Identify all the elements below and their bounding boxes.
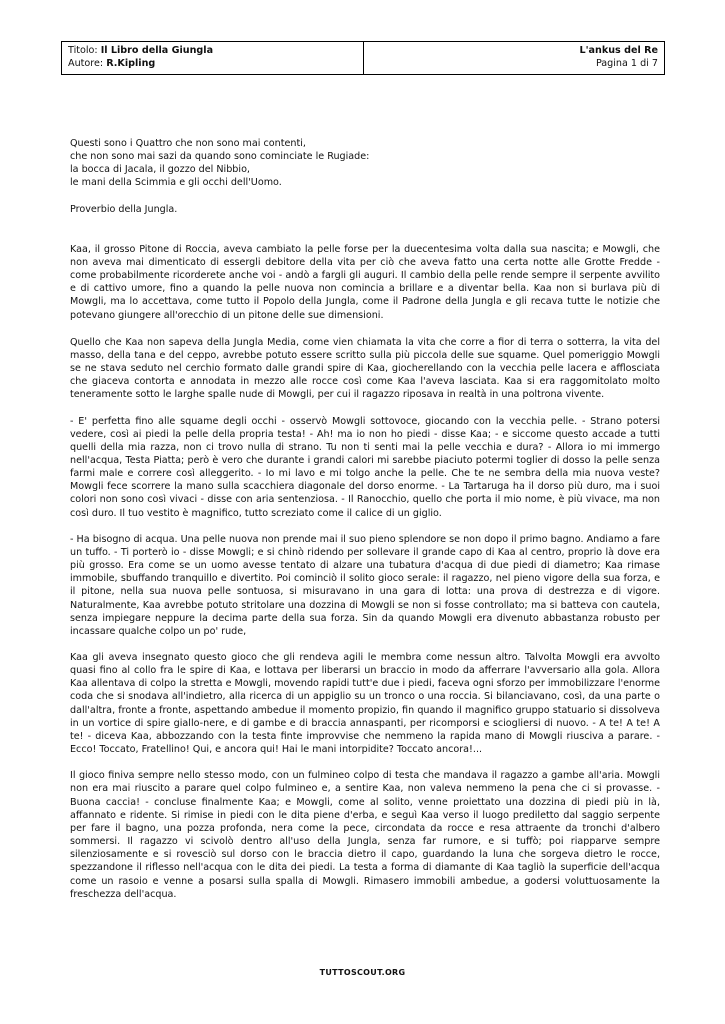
paragraph: - E' perfetta fino alle squame degli occhi - osservò Mowgli sottovoce, giocando con la vecchia pelle. - Strano potersi vedere, così ai piedi la pelle della propria testa! - Ah! ma io non ho piedi - disse Kaa; - e siccome questo accade a tutti quelli della mia razza, non ci trovo nulla di strano. Tu non ti senti mai la pelle vecchia e dura? - Allora io mi immergo nell'acqua, Testa Piatta; però è vero che durante i grandi calori mi sarebbe piaciuto potermi toglier di dosso la pelle senza farmi male e correre così alleggerito. - Io mi lavo e mi tolgo anche la pelle. Che te ne sembra della mia nuova veste? Mowgli fece scorrere la mano sulla scacchiera diagonale del dorso enorme. - La Tartaruga ha il dorso più duro, ma i suoi colori non sono così vivaci - disse con aria sentenziosa. - Il Ranocchio, quello che porta il mio nome, è più vivace, ma non così duro. Il tuo vestito è magnifico, tutto screziato come il calice di un giglio.: [70, 415, 660, 519]
author-label: Autore:: [68, 58, 104, 69]
paragraph: Quello che Kaa non sapeva della Jungla Media, come vien chiamata la vita che corre a fior di terra o sotterra, la vita del masso, della tana e del ceppo, avrebbe potuto essere scritto sulla più piccola delle sue squame. Quel pomeriggio Mowgli se ne stava seduto nel cerchio formato dalle grandi spire di Kaa, giocherellando con la vecchia pelle lacera e afflosciata che giaceva contorta e annodata in mezzo alle rocce così come Kaa l'aveva lasciata. Kaa si era raggomitolato molto teneramente sotto le larghe spalle nude di Mowgli, per cui il ragazzo riposava in realtà in una poltrona vivente.: [70, 336, 660, 401]
epigraph: [70, 137, 660, 190]
epigraph-line: la bocca di Jacala, il gozzo del Nibbio,: [70, 164, 250, 176]
epigraph-line: che non sono mai sazi da quando sono cominciate le Rugiade:: [70, 151, 370, 163]
document-body: [70, 137, 660, 901]
paragraph: Il gioco finiva sempre nello stesso modo, con un fulmineo colpo di testa che mandava il ragazzo a gambe all'aria. Mowgli non era mai riuscito a parare quel colpo fulmineo e, a sentire Kaa, non valeva nemmeno la pena che ci si provasse. - Buona caccia! - concluse finalmente Kaa; e Mowgli, come al solito, venne proiettato una dozzina di piedi più in là, affannato e ridente. Si rimise in piedi con le dita piene d'erba, e seguì Kaa verso il luogo prediletto dal saggio serpente per fare il bagno, una pozza profonda, nera come la pece, circondata da rocce e resa attraente da tronchi d'albero sommersi. Il ragazzo vi scivolò dentro all'uso della Jungla, senza far rumore, e si tuffò; poi riapparve sempre silenziosamente e si rovesciò sul dorso con le braccia dietro il capo, guardando la luna che sorgeva dietro le rocce, spezzandone il riflesso nell'acqua con le dita dei piedi. La testa a forma di diamante di Kaa tagliò la superficie dell'acqua come un rasoio e venne a posarsi sulla spalla di Mowgli. Rimasero immobili ambedue, a godersi voluttuosamente la freschezza dell'acqua.: [70, 770, 660, 900]
document-header: [61, 41, 665, 75]
chapter-title: L'ankus del Re: [579, 45, 658, 56]
epigraph-source: Proverbio della Jungla.: [70, 203, 178, 215]
epigraph-line: Questi sono i Quattro che non sono mai contenti,: [70, 138, 306, 149]
page-number: Pagina 1 di 7: [595, 58, 658, 69]
paragraph: Kaa, il grosso Pitone di Roccia, aveva cambiato la pelle forse per la duecentesima volta dalla sua nascita; e Mowgli, che non aveva mai dimenticato di essergli debitore della vita per ciò che aveva fatto una certa notte alle Grotte Fredde - come probabilmente ricorderete anche voi - andò a fargli gli auguri. Il cambio della pelle rende sempre il serpente avvilito e di cattivo umore, fino a quando la pelle nuova non comincia a brillare e a diventar bella. Kaa non si burlava più di Mowgli, ma lo accettava, come tutto il Popolo della Jungla, come il Padrone della Jungla e gli recava tutte le notizie che potevano giungere all'orecchio di un pitone delle sue dimensioni.: [70, 243, 660, 321]
title-value: Il Libro della Giungla: [100, 45, 214, 56]
title-row: [68, 44, 357, 57]
header-left-cell: [62, 42, 364, 74]
paragraph: - Ha bisogno di acqua. Una pelle nuova non prende mai il suo pieno splendore se non dopo il primo bagno. Andiamo a fare un tuffo. - Ti porterò io - disse Mowgli; e si chinò ridendo per sollevare il grande capo di Kaa al centro, proprio là dove era più grosso. Era come se un uomo avesse tentato di alzare una tubatura d'acqua di due piedi di diametro; Kaa rimase immobile, sbuffando tranquillo e divertito. Poi cominciò il solito gioco serale: il ragazzo, nel pieno vigore della sua forza, e il pitone, nella sua nuova pelle sontuosa, si misuravano in una gara di lotta: una prova di destrezza e di vigore. Naturalmente, Kaa avrebbe potuto stritolare una dozzina di Mowgli se non si fosse controllato; ma si batteva con cautela, senza impiegare neppure la decima parte della sua forza. Sin da quando Mowgli era divenuto abbastanza robusto per incassare qualche colpo un po' rude,: [70, 533, 660, 637]
header-right-cell: [364, 42, 665, 74]
author-row: [68, 57, 357, 70]
footer-site-name: TUTTOSCOUT.ORG: [319, 968, 406, 977]
epigraph-line: le mani della Scimmia e gli occhi dell'Uomo.: [70, 177, 282, 189]
title-label: Titolo:: [68, 45, 98, 56]
author-value: R.Kipling: [106, 58, 156, 69]
paragraph: Kaa gli aveva insegnato questo gioco che gli rendeva agili le membra come nessun altro. Talvolta Mowgli era avvolto quasi fino al collo fra le spire di Kaa, e lottava per liberarsi un braccio in modo da afferrare l'avversario alla gola. Allora Kaa allentava di colpo la stretta e Mowgli, movendo rapidi tutt'e due i piedi, faceva ogni sforzo per immobilizzare l'enorme coda che si snodava all'indietro, alla ricerca di un appiglio su un tronco o una roccia. Si bilanciavano, così, da una parte o dall'altra, fronte a fronte, aspettando ambedue il momento propizio, fin quando il magnifico gruppo statuario si dissolveva in un vortice di spire giallo-nere, e di gambe e di braccia annaspanti, per ricomporsi e sciogliersi di nuovo. - A te! A te! A te! - diceva Kaa, abbozzando con la testa finte improvvise che nemmeno la rapida mano di Mowgli riusciva a parare. - Ecco! Toccato, Fratellino! Qui, e ancora qui! Hai le mani intorpidite? Toccato ancora!...: [70, 652, 660, 756]
